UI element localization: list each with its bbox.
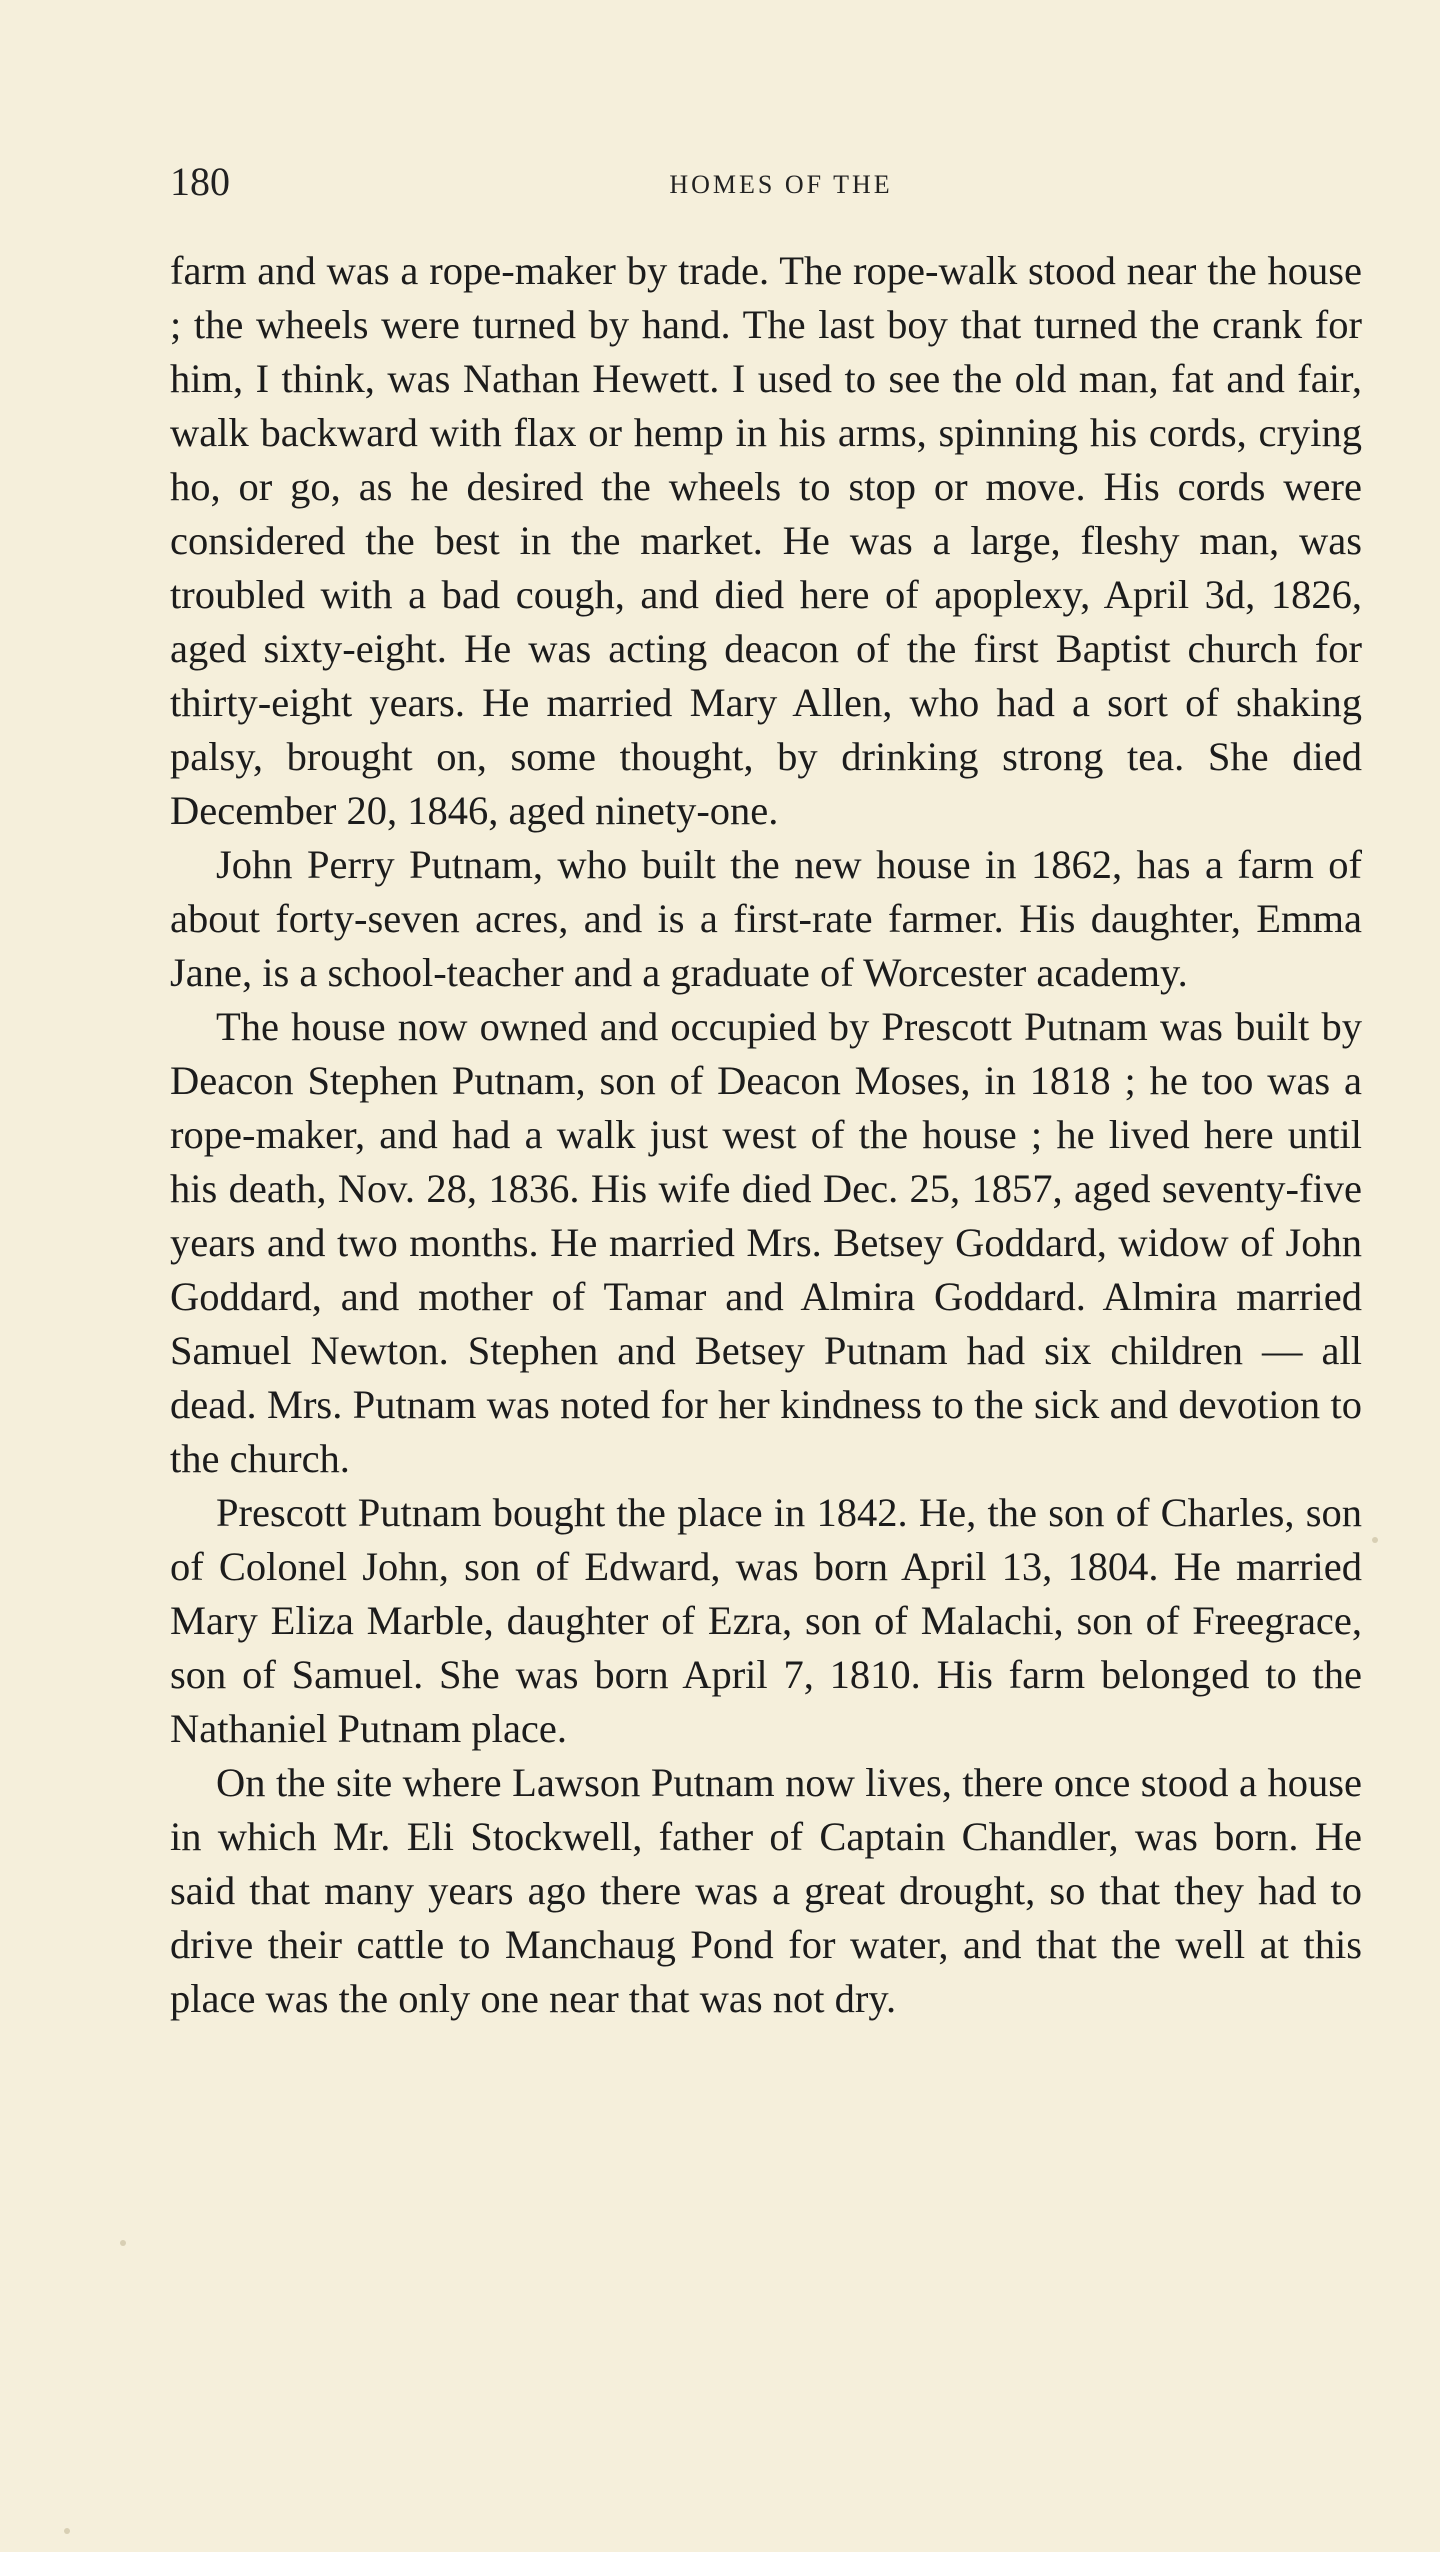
page-number: 180 (170, 159, 230, 204)
running-head: HOMES OF THE (669, 170, 893, 199)
paper-speck (120, 2240, 126, 2246)
body-text (170, 244, 1362, 2026)
paragraph: Prescott Putnam bought the place in 1842. He, the son of Charles, son of Colonel John, son of Edward, was born April 13, 1804. He married Mary Eliza Marble, daughter of Ezra, son of Malachi, son of Freegrace, son of Samuel. She was born April 7, 1810. His farm belonged to the Nathaniel Putnam place. (170, 1490, 1362, 1751)
paragraph: On the site where Lawson Putnam now lives, there once stood a house in which Mr. Eli Stockwell, father of Captain Chandler, was born. He said that many years ago there was a great drought, so that they had to drive their cattle to Manchaug Pond for water, and that the well at this place was the only one near that was not dry. (170, 1760, 1362, 2021)
paper-speck (64, 2528, 70, 2534)
paragraph: John Perry Putnam, who built the new house in 1862, has a farm of about forty-seven acres, and is a first-rate farmer. His daughter, Emma Jane, is a school-teacher and a graduate of Worcester academy. (170, 842, 1362, 995)
paper-speck (1372, 1537, 1378, 1543)
page-header (170, 158, 1362, 208)
paragraph: farm and was a rope-maker by trade. The rope-walk stood near the house ; the wheels were turned by hand. The last boy that turned the crank for him, I think, was Nathan Hewett. I used to see the old man, fat and fair, walk backward with flax or hemp in his arms, spinning his cords, crying ho, or go, as he desired the wheels to stop or move. His cords were considered the best in the market. He was a large, fleshy man, was troubled with a bad cough, and died here of apoplexy, April 3d, 1826, aged sixty-eight. He was acting deacon of the first Baptist church for thirty-eight years. He married Mary Allen, who had a sort of shaking palsy, brought on, some thought, by drinking strong tea. She died December 20, 1846, aged ninety-one. (170, 248, 1362, 833)
paragraph: The house now owned and occupied by Prescott Putnam was built by Deacon Stephen Putnam, son of Deacon Moses, in 1818 ; he too was a rope-maker, and had a walk just west of the house ; he lived here until his death, Nov. 28, 1836. His wife died Dec. 25, 1857, aged seventy-five years and two months. He married Mrs. Betsey Goddard, widow of John Goddard, and mother of Tamar and Almira Goddard. Almira married Samuel Newton. Stephen and Betsey Putnam had six children — all dead. Mrs. Putnam was noted for her kindness to the sick and devotion to the church. (170, 1004, 1362, 1481)
